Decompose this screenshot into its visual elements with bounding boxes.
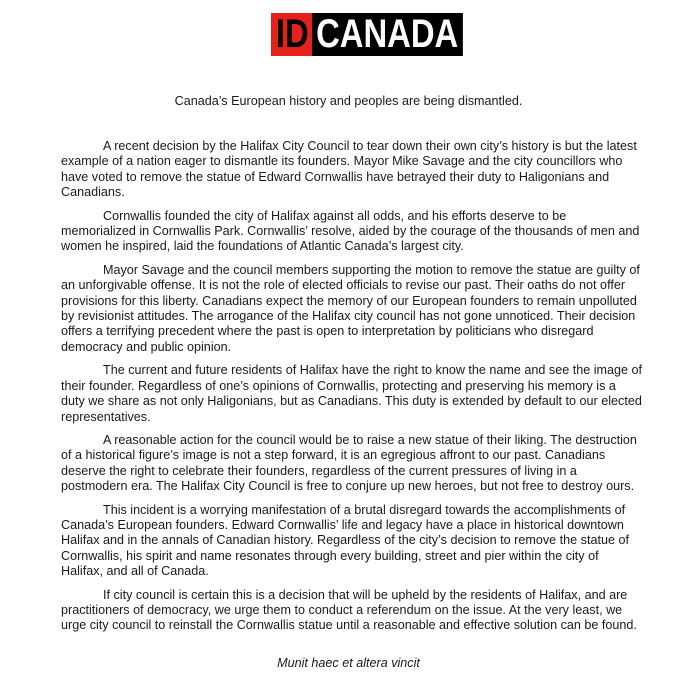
logo-canada-part: CANADA bbox=[312, 13, 463, 56]
paragraph-4: The current and future residents of Halifax have the right to know the name and see the image of their founder. Regardless of one’s opinions of Cornwallis, protecting and preserving his memory is a duty we share as not only Haligonians, but as Canadians. This duty is extended by default to our elected representatives. bbox=[61, 363, 643, 424]
logo-id-part: ID bbox=[271, 13, 312, 56]
paragraph-1: A recent decision by the Halifax City Council to tear down their own city’s history is but the latest example of a nation eager to dismantle its founders. Mayor Mike Savage and the city councillors who have voted to remove the statue of Edward Cornwallis have betrayed their duty to Haligonians and Canadians. bbox=[61, 139, 637, 200]
article-body bbox=[61, 139, 643, 642]
paragraph-7: If city council is certain this is a decision that will be upheld by the residents of Halifax, and are practitioners of democracy, we urge them to conduct a referendum on the issue. At the very least, we urge city council to reinstall the Cornwallis statue until a reasonable and effective solution can be found. bbox=[61, 587, 637, 633]
paragraph-3: Mayor Savage and the council members supporting the motion to remove the statue are guilty of an unforgivable offense. It is not the role of elected officials to revise our past. Their oaths do not offer provisions for this liberty. Canadians expect the memory of our European founders to remain unpolluted by revisionist attitudes. The arrogance of the Halifax city council has not gone unnoticed. Their decision offers a terrifying precedent where the past is open to interpretation by politicians who disregard democracy and public opinion. bbox=[61, 262, 640, 354]
motto: Munit haec et altera vincit bbox=[277, 656, 420, 670]
id-canada-logo bbox=[271, 13, 496, 56]
paragraph-5: A reasonable action for the council would be to raise a new statue of their liking. The destruction of a historical figure’s image is not a step forward, it is an egregious affront to our past. Canadians deserve the right to celebrate their founders, regardless of the current pressures of living in a postmodern era. The Halifax City Council is free to conjure up new heroes, but not free to destroy ours. bbox=[61, 432, 637, 494]
paragraph-6: This incident is a worrying manifestation of a brutal disregard towards the accomplishments of Canada’s European founders. Edward Cornwallis’ life and legacy have a place in historical downtown Halifax and in the annals of Canadian history. Regardless of the city’s decision to remove the statue of Cornwallis, his spirit and name resonates through every building, street and pier within the city of Halifax, and all of Canada. bbox=[61, 502, 629, 579]
subtitle: Canada’s European history and peoples are being dismantled. bbox=[174, 94, 523, 108]
paragraph-2: Cornwallis founded the city of Halifax against all odds, and his efforts deserve to be memorialized in Cornwallis Park. Cornwallis’ resolve, aided by the courage of the thousands of men and women he inspired, laid the foundations of Atlantic Canada’s largest city. bbox=[61, 208, 640, 254]
